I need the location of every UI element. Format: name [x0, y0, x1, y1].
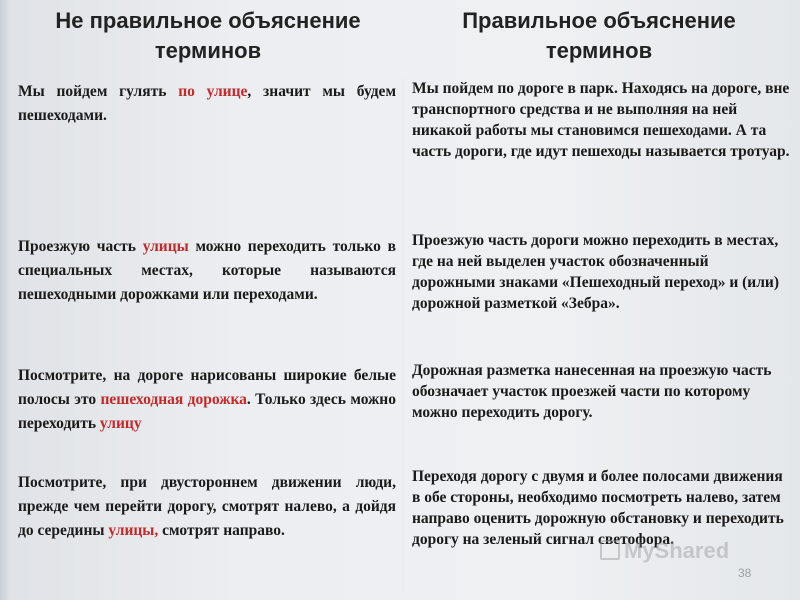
watermark-logo-icon: [600, 540, 620, 560]
text-segment: Посмотрите, на дороге нарисованы широкие белые полосы это: [18, 367, 396, 408]
watermark-text: MyShared: [624, 538, 730, 563]
text-segment: . Только здесь можно переходить: [18, 391, 396, 432]
page-number: 38: [738, 566, 752, 580]
highlighted-term: пешеходная дорожка: [100, 391, 247, 408]
correct-explanation-2: Проезжую часть дороги можно переходить в местах, где на ней выделен участок обозначенный дорожными знаками «Пешеходный переход» и (или) дорожной разметкой «Зебра».: [412, 232, 780, 312]
wrong-explanation-4: [18, 471, 396, 543]
wrong-explanation-2: [18, 235, 396, 307]
wrong-explanation-1: [18, 80, 396, 128]
text-segment: смотрят направо.: [158, 522, 285, 539]
text-segment: Проезжую часть: [18, 238, 143, 255]
right-column-title: Правильное объяснение терминов: [462, 8, 736, 63]
highlighted-term: по улице: [178, 83, 248, 100]
left-column-title: Не правильное объяснение терминов: [55, 8, 361, 63]
wrong-explanation-3: [18, 364, 396, 436]
text-segment: можно переходить только в специальных местах, которые называются пешеходными дорожками или переходами.: [18, 238, 396, 303]
correct-explanation-3: Дорожная разметка нанесенная на проезжую часть обозначает участок проезжей части по которому можно переходить дорогу.: [412, 362, 772, 421]
highlighted-term: улицы: [142, 238, 189, 255]
left-edge-stripe: [0, 0, 10, 600]
text-segment: , значит мы будем пешеходами.: [18, 83, 396, 124]
column-divider: [402, 78, 404, 593]
correct-explanation-1: Мы пойдем по дороге в парк. Находясь на дороге, вне транспортного средства и не выполняя на ней никакой работы мы становимся пешеходами. А та часть дороги, где идут пешеходы называется тротуар.: [412, 80, 790, 160]
correct-explanation-4: Переходя дорогу с двумя и более полосами движения в обе стороны, необходимо посмотреть налево, затем направо оценить дорожную обстановку и переходить дорогу на зеленый сигнал светофора.: [412, 468, 784, 548]
highlighted-term: улицу: [99, 415, 142, 432]
watermark: [600, 538, 729, 564]
highlighted-term: улицы,: [108, 522, 159, 539]
text-segment: Мы пойдем гулять: [18, 83, 179, 100]
text-segment: Посмотрите, при двустороннем движении люди, прежде чем перейти дорогу, смотрят налево, а дойдя до середины: [18, 474, 396, 539]
